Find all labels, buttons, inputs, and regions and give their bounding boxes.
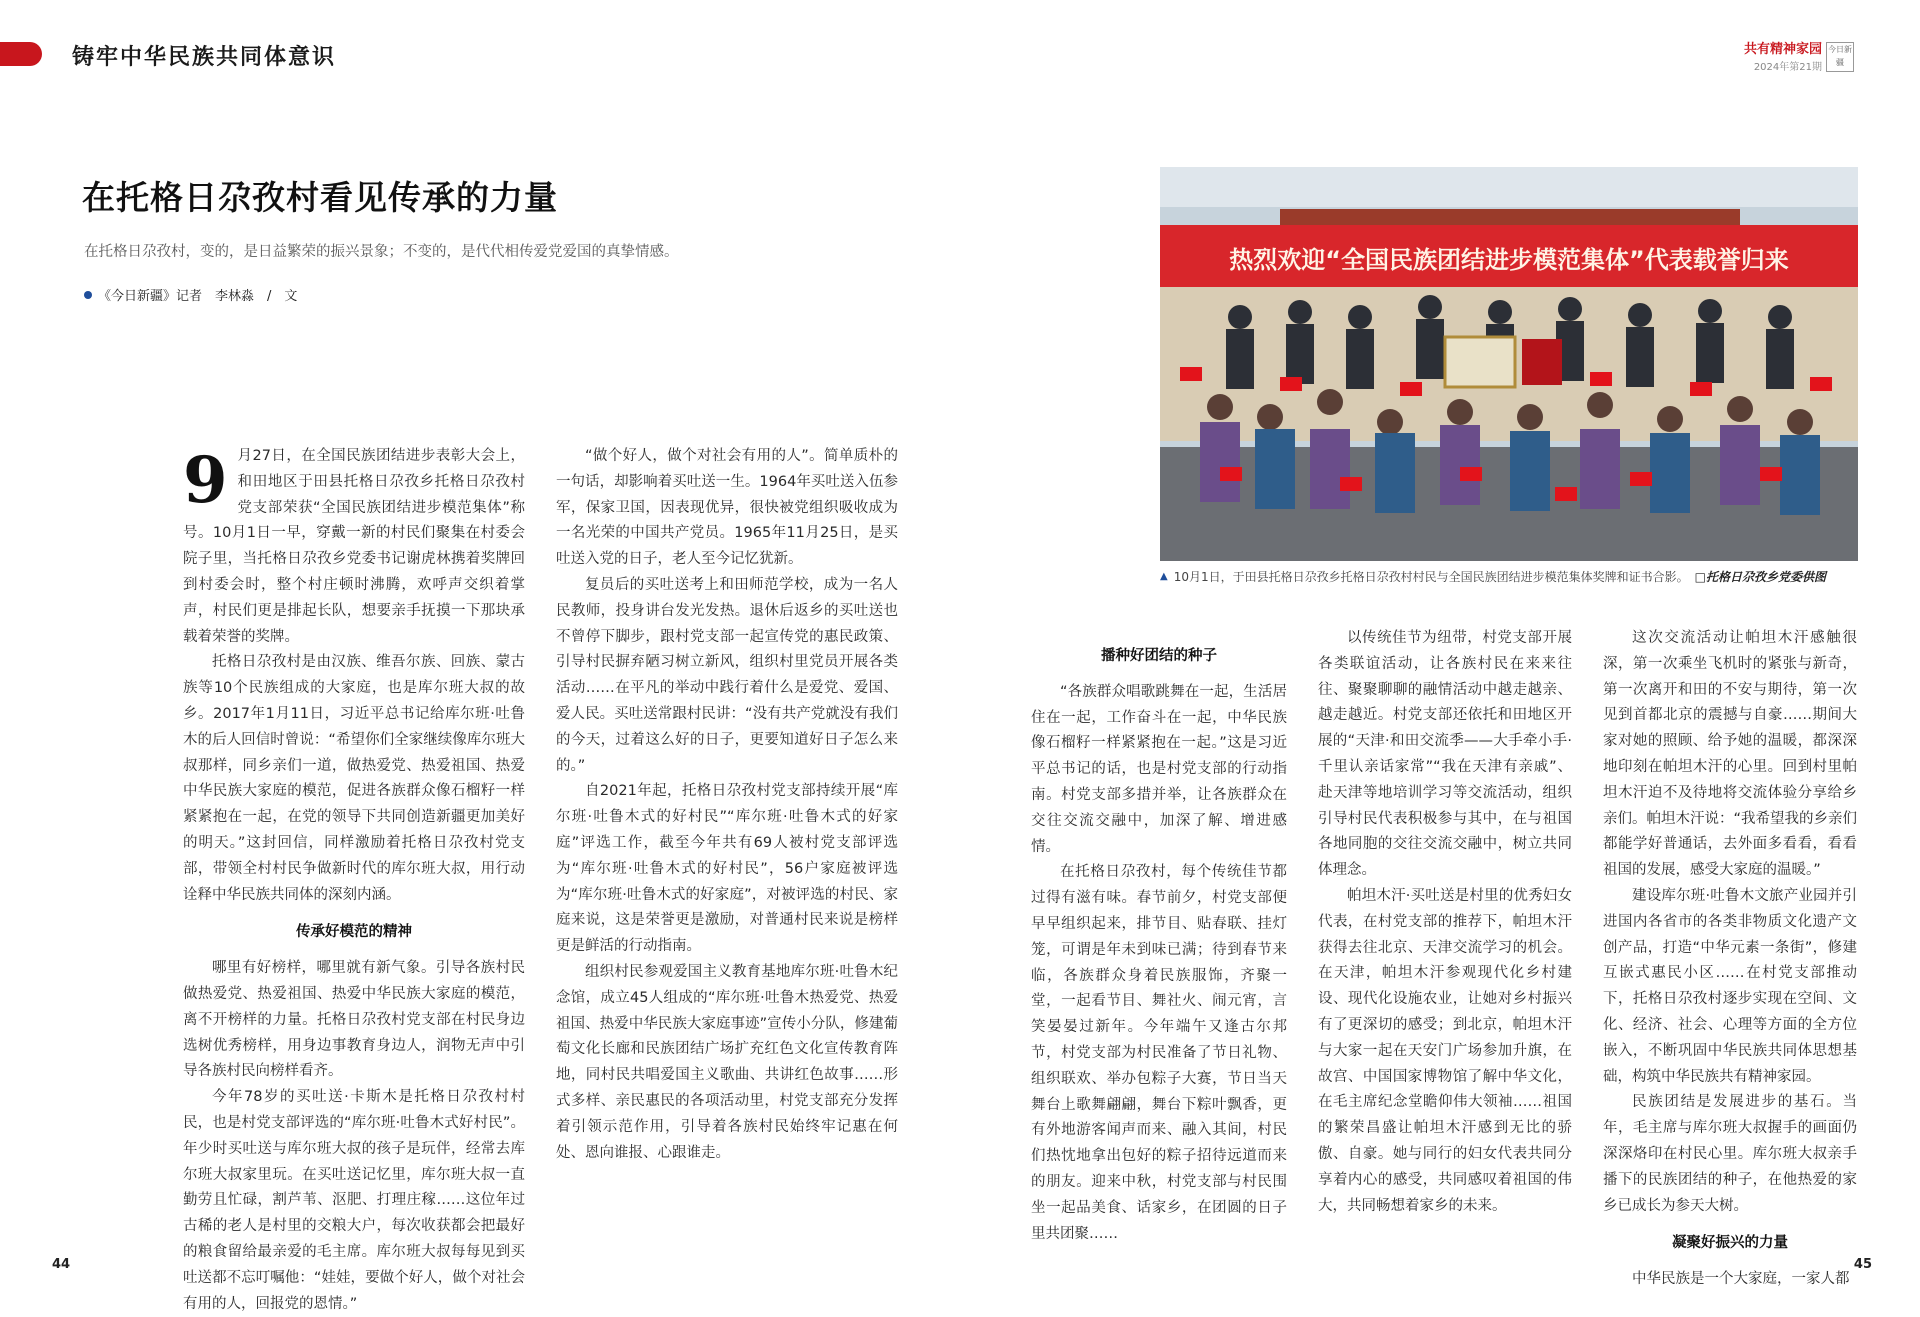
text-column-2 bbox=[556, 444, 898, 1166]
paragraph: 中华民族是一个大家庭，一家人都 bbox=[1632, 1271, 1850, 1288]
caption-triangle-icon: ▲ bbox=[1160, 571, 1168, 582]
paragraph: “各族群众唱歌跳舞在一起，生活居住在一起，工作奋斗在一起，中华民族像石榴籽一样紧紧抱在一起。”这是习近平总书记的话，也是村党支部的行动指南。村党支部多措并举，让各族群众在交往交流交融中，加深了解、增进感情。 bbox=[1031, 683, 1287, 855]
subheading: 播种好团结的种子 bbox=[1101, 648, 1217, 664]
paragraph-text: 月27日，在全国民族团结进步表彰大会上，和田地区于田县托格日尕孜乡托格日尕孜村党支部荣获“全国民族团结进步模范集体”称号。10月1日一早，穿戴一新的村民们聚集在村委会院子里，当托格日尕孜乡党委书记谢虎林携着奖牌回到村委会时，整个村庄顿时沸腾，欢呼声交织着掌声，村民们更是排起长队，想要亲手抚摸一下那块承载着荣誉的奖牌。 bbox=[183, 448, 525, 645]
bullet-icon bbox=[84, 291, 92, 299]
paragraph bbox=[183, 444, 525, 650]
photo-credit: □托格日尕孜乡党委供图 bbox=[1694, 570, 1826, 584]
paragraph: 在托格日尕孜村，每个传统佳节都过得有滋有味。春节前夕，村党支部便早早组织起来，排节目、贴春联、挂灯笼，可谓是年未到味已满；待到春节来临，各族群众身着民族服饰，齐聚一堂，一起看节目、舞社火、闹元宵，言笑晏晏过新年。今年端午又逢古尔邦节，村党支部为村民准备了节日礼物、组织联欢、举办包粽子大赛，节日当天舞台上歌舞翩翩，舞台下粽叶飘香，更有外地游客闻声而来、融入其间，村民们热忱地拿出包好的粽子招待远道而来的朋友。迎来中秋，村党支部与村民围坐一起品美食、话家乡，在团圆的日子里共团聚…… bbox=[1031, 864, 1287, 1242]
banner-text: 热烈欢迎“全国民族团结进步模范集体”代表载誉归来 bbox=[1229, 246, 1789, 274]
text-column-1 bbox=[183, 444, 525, 1317]
running-head-issue: 2024年第21期 bbox=[1753, 62, 1822, 73]
byline-text: 《今日新疆》记者 李林淼 / 文 bbox=[98, 289, 298, 304]
page-number-right: 45 bbox=[1853, 1257, 1872, 1272]
caption-text: 10月1日，于田县托格日尕孜乡托格日尕孜村村民与全国民族团结进步模范集体奖牌和证书合影。 bbox=[1173, 570, 1689, 584]
paragraph: 自2021年起，托格日尕孜村党支部持续开展“库尔班·吐鲁木式的好村民”“库尔班·吐鲁木式的好家庭”评选工作，截至今年共有69人被村党支部评选为“库尔班·吐鲁木式的好村民”，56户家庭被评选为“库尔班·吐鲁木式的好家庭”，对被评选的村民、家庭来说，这是荣誉更是激励，对普通村民来说是榜样更是鲜活的行动指南。 bbox=[556, 783, 898, 955]
drop-cap: 9 bbox=[183, 443, 228, 518]
subheading: 凝聚好振兴的力量 bbox=[1672, 1235, 1788, 1252]
running-head-brand: 共有精神家园 bbox=[1743, 42, 1822, 57]
paragraph: 民族团结是发展进步的基石。当年，毛主席与库尔班大叔握手的画面仍深深烙印在村民心里。库尔班大叔亲手播下的民族团结的种子，在他热爱的家乡已成长为参天大树。 bbox=[1603, 1094, 1857, 1214]
article-subtitle: 在托格日尕孜村，变的，是日益繁荣的振兴景象；不变的，是代代相传爱党爱国的真挚情感。 bbox=[84, 244, 679, 260]
text-column-5 bbox=[1603, 626, 1857, 1293]
paragraph: 建设库尔班·吐鲁木文旅产业园并引进国内各省市的各类非物质文化遗产文创产品，打造“中华元素一条街”，修建互嵌式惠民小区……在村党支部推动下，托格日尕孜村逐步实现在空间、文化、经济、社会、心理等方面的全方位嵌入，不断巩固中华民族共同体思想基础，构筑中华民族共有精神家园。 bbox=[1603, 887, 1857, 1085]
paragraph: 托格日尕孜村是由汉族、维吾尔族、回族、蒙古族等10个民族组成的大家庭，也是库尔班大叔的故乡。2017年1月11日，习近平总书记给库尔班·吐鲁木的后人回信时曾说：“希望你们全家继续像库尔班大叔那样，同乡亲们一道，做热爱党、热爱祖国、热爱中华民族大家庭的模范，促进各族群众像石榴籽一样紧紧抱在一起，在党的领导下共同创造新疆更加美好的明天。”这封回信，同样激励着托格日尕孜村党支部，带领全村村民争做新时代的库尔班大叔，用行动诠释中华民族共同体的深刻内涵。 bbox=[183, 654, 525, 903]
paragraph: 以传统佳节为纽带，村党支部开展各类联谊活动，让各族村民在来来往往、聚聚聊聊的融情活动中越走越亲、越走越近。村党支部还依托和田地区开展的“天津·和田交流季——大手牵小手·千里认亲话家常”“我在天津有亲戚”、赴天津等地培训学习等交流活动，组织引导村民代表积极参与其中，在与祖国各地同胞的交往交流交融中，树立共同体理念。 bbox=[1318, 630, 1572, 879]
article-headline: 在托格日尕孜村看见传承的力量 bbox=[82, 178, 558, 217]
paragraph: 这次交流活动让帕坦木汗感触很深，第一次乘坐飞机时的紧张与新奇，第一次离开和田的不安与期待，第一次见到首都北京的震撼与自豪……期间大家对她的照顾、给予她的温暖，都深深地印刻在帕坦木汗的心里。回到村里帕坦木汗迫不及待地将交流体验分享给乡亲们。帕坦木汗说：“我希望我的乡亲们都能学好普通话，去外面多看看，看看祖国的发展，感受大家庭的温暖。” bbox=[1603, 630, 1858, 879]
section-marker bbox=[0, 42, 42, 66]
paragraph: 组织村民参观爱国主义教育基地库尔班·吐鲁木纪念馆，成立45人组成的“库尔班·吐鲁木热爱党、热爱祖国、热爱中华民族大家庭事迹”宣传小分队，修建葡萄文化长廊和民族团结广场扩充红色文化宣传教育阵地，同村民共唱爱国主义歌曲、共讲红色故事……形式多样、亲民惠民的各项活动里，村党支部充分发挥着引领示范作用，引导着各族村民始终牢记惠在何处、恩向谁报、心跟谁走。 bbox=[556, 963, 898, 1161]
page-number-left: 44 bbox=[52, 1257, 71, 1272]
subheading: 传承好模范的精神 bbox=[296, 924, 412, 941]
text-column-3 bbox=[1031, 632, 1287, 1247]
article-photo bbox=[1160, 167, 1858, 561]
paragraph: 帕坦木汗·买吐送是村里的优秀妇女代表，在村党支部的推荐下，帕坦木汗获得去往北京、天津交流学习的机会。在天津，帕坦木汗参观现代化乡村建设、现代化设施农业，让她对乡村振兴有了更深切的感受；到北京，帕坦木汗与大家一起在天安门广场参加升旗，在故宫、中国国家博物馆了解中华文化，在毛主席纪念堂瞻仰伟大领袖……祖国的繁荣昌盛让帕坦木汗感到无比的骄傲、自豪。她与同行的妇女代表共同分享着内心的感受，共同感叹着祖国的伟大，共同畅想着家乡的未来。 bbox=[1318, 887, 1572, 1214]
section-title: 铸牢中华民族共同体意识 bbox=[72, 44, 337, 70]
paragraph: 今年78岁的买吐送·卡斯木是托格日尕孜村村民，也是村党支部评选的“库尔班·吐鲁木式好村民”。年少时买吐送与库尔班大叔的孩子是玩伴，经常去库尔班大叔家里玩。在买吐送记忆里，库尔班大叔一直勤劳且忙碌，割芦苇、沤肥、打理庄稼……这位年过古稀的老人是村里的交粮大户，每次收获都会把最好的粮食留给最亲爱的毛主席。库尔班大叔每每见到买吐送都不忘叮嘱他：“娃娃，要做个好人，做个对社会有用的人，回报党的恩情。” bbox=[183, 1089, 525, 1312]
paragraph: “做个好人，做个对社会有用的人”。简单质朴的一句话，却影响着买吐送一生。1964年买吐送入伍参军，保家卫国，因表现优异，很快被党组织吸收成为一名光荣的中国共产党员。1965年11月25日，是买吐送入党的日子，老人至今记忆犹新。 bbox=[556, 448, 898, 568]
paragraph: 哪里有好榜样，哪里就有新气象。引导各族村民做热爱党、热爱祖国、热爱中华民族大家庭的模范，离不开榜样的力量。托格日尕孜村党支部在村民身边选树优秀榜样，用身边事教育身边人，润物无声中引导各族村民向榜样看齐。 bbox=[183, 960, 525, 1080]
photo-caption bbox=[1160, 568, 1826, 585]
magazine-logo: 今日新疆 bbox=[1826, 42, 1854, 72]
text-column-4 bbox=[1318, 626, 1572, 1219]
paragraph: 复员后的买吐送考上和田师范学校，成为一名人民教师，投身讲台发光发热。退休后返乡的买吐送也不曾停下脚步，跟村党支部一起宣传党的惠民政策、引导村民摒弃陋习树立新风，组织村里党员开展各类活动……在平凡的举动中践行着什么是爱党、爱国、爱人民。买吐送常跟村民讲：“没有共产党就没有我们的今天，过着这么好的日子，更要知道好日子怎么来的。” bbox=[556, 576, 898, 774]
byline bbox=[84, 285, 297, 304]
